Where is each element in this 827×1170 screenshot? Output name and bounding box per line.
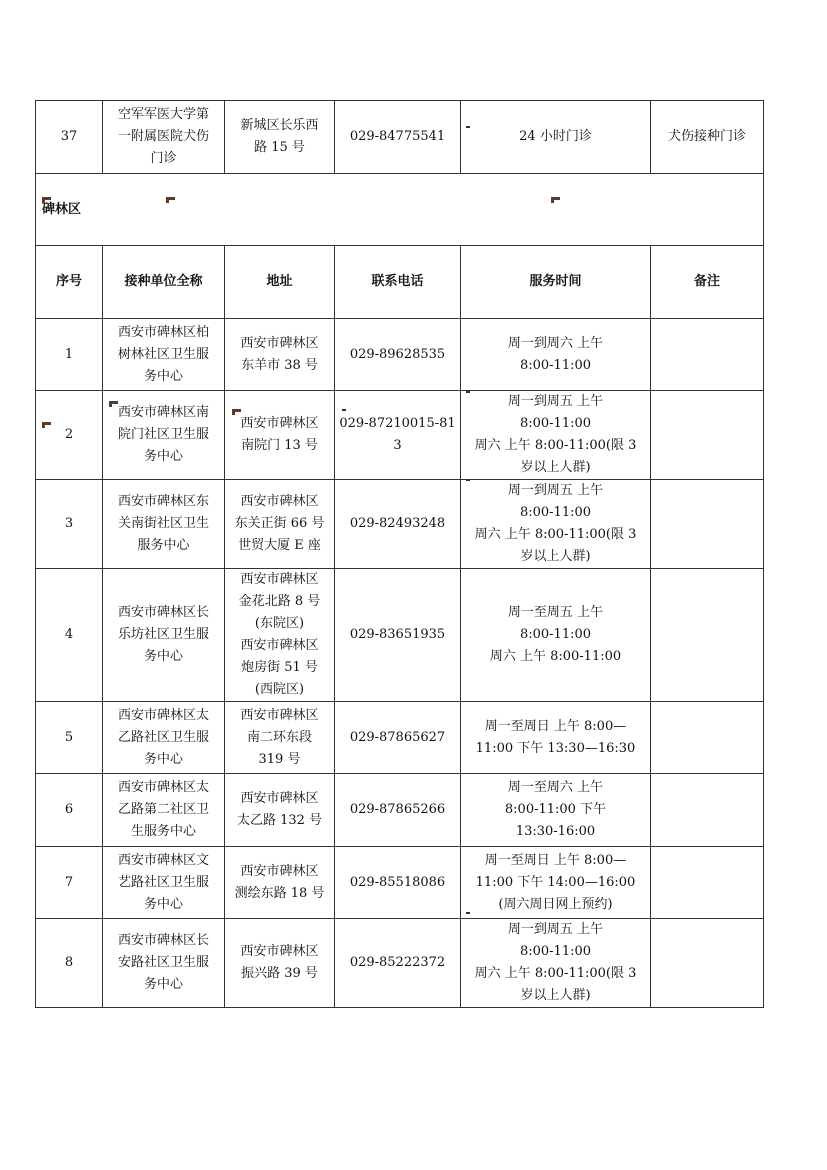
unit-name: 西安市碑林区长 安路社区卫生服 务中心 — [103, 919, 225, 1008]
annotation-mark — [232, 409, 241, 415]
note — [651, 774, 764, 847]
row-number: 8 — [36, 919, 103, 1008]
unit-name: 西安市碑林区太 乙路社区卫生服 务中心 — [103, 702, 225, 774]
note — [651, 319, 764, 391]
row-number: 3 — [36, 480, 103, 569]
unit-name: 西安市碑林区东 关南街社区卫生 服务中心 — [103, 480, 225, 569]
address: 西安市碑林区 东羊市 38 号 — [225, 319, 335, 391]
annotation-mark — [109, 401, 118, 407]
unit-name: 西安市碑林区柏 树林社区卫生服 务中心 — [103, 319, 225, 391]
district-heading — [36, 174, 764, 246]
annotation-tick — [466, 479, 470, 481]
unit-name: 西安市碑林区南 院门社区卫生服 务中心 — [103, 391, 225, 480]
table-header-row — [36, 246, 764, 319]
note — [651, 919, 764, 1008]
address: 西安市碑林区 太乙路 132 号 — [225, 774, 335, 847]
annotation-mark — [551, 197, 560, 203]
note — [651, 569, 764, 702]
annotation-tick — [466, 391, 470, 393]
phone-number: 029-89628535 — [335, 319, 461, 391]
phone-number: 029-85222372 — [335, 919, 461, 1008]
annotation-mark — [42, 422, 51, 428]
note — [651, 480, 764, 569]
table-row — [36, 391, 764, 480]
service-hours: 周一至周五 上午 8:00-11:00 周六 上午 8:00-11:00 — [461, 569, 651, 702]
address: 西安市碑林区 金花北路 8 号 (东院区) 西安市碑林区 炮房街 51 号 (西院区) — [225, 569, 335, 702]
service-hours: 周一到周五 上午 8:00-11:00 周六 上午 8:00-11:00(限 3 岁以上人群) — [461, 480, 651, 569]
table-row — [36, 319, 764, 391]
note — [651, 702, 764, 774]
note — [651, 847, 764, 919]
row-number: 4 — [36, 569, 103, 702]
header-unit: 接种单位全称 — [103, 246, 225, 319]
address: 新城区长乐西 路 15 号 — [225, 101, 335, 174]
row-number: 6 — [36, 774, 103, 847]
service-hours: 24 小时门诊 — [461, 101, 651, 174]
note: 犬伤接种门诊 — [651, 101, 764, 174]
row-number: 7 — [36, 847, 103, 919]
district-row — [36, 174, 764, 246]
address: 西安市碑林区 南二环东段 319 号 — [225, 702, 335, 774]
table-row — [36, 702, 764, 774]
header-address: 地址 — [225, 246, 335, 319]
phone-number: 029-85518086 — [335, 847, 461, 919]
address: 西安市碑林区 南院门 13 号 — [225, 391, 335, 480]
header-hours: 服务时间 — [461, 246, 651, 319]
phone-number: 029-82493248 — [335, 480, 461, 569]
header-note: 备注 — [651, 246, 764, 319]
service-hours: 周一至周六 上午 8:00-11:00 下午 13:30-16:00 — [461, 774, 651, 847]
phone-number: 029-87210015-81 3 — [335, 391, 461, 480]
unit-name: 西安市碑林区文 艺路社区卫生服 务中心 — [103, 847, 225, 919]
service-hours: 周一到周六 上午 8:00-11:00 — [461, 319, 651, 391]
table-row — [36, 480, 764, 569]
unit-name: 空军军医大学第 一附属医院犬伤 门诊 — [103, 101, 225, 174]
annotation-tick — [466, 126, 470, 128]
unit-name: 西安市碑林区太 乙路第二社区卫 生服务中心 — [103, 774, 225, 847]
annotation-mark — [166, 197, 175, 203]
phone-number: 029-87865266 — [335, 774, 461, 847]
table-row — [36, 569, 764, 702]
address: 西安市碑林区 测绘东路 18 号 — [225, 847, 335, 919]
row-number: 1 — [36, 319, 103, 391]
phone-number: 029-83651935 — [335, 569, 461, 702]
annotation-mark — [42, 197, 51, 203]
vaccination-table — [35, 100, 764, 1008]
annotation-tick — [342, 409, 346, 411]
service-hours: 周一至周日 上午 8:00— 11:00 下午 14:00—16:00 (周六周日网上预约) — [461, 847, 651, 919]
header-no: 序号 — [36, 246, 103, 319]
district-label: 碑林区 — [42, 202, 82, 217]
service-hours: 周一到周五 上午 8:00-11:00 周六 上午 8:00-11:00(限 3 岁以上人群) — [461, 919, 651, 1008]
header-phone: 联系电话 — [335, 246, 461, 319]
note — [651, 391, 764, 480]
phone-number: 029-84775541 — [335, 101, 461, 174]
table-row — [36, 774, 764, 847]
address: 西安市碑林区 振兴路 39 号 — [225, 919, 335, 1008]
service-hours: 周一到周五 上午 8:00-11:00 周六 上午 8:00-11:00(限 3 岁以上人群) — [461, 391, 651, 480]
row-number: 37 — [36, 101, 103, 174]
service-hours: 周一至周日 上午 8:00— 11:00 下午 13:30—16:30 — [461, 702, 651, 774]
address: 西安市碑林区 东关正街 66 号 世贸大厦 E 座 — [225, 480, 335, 569]
phone-number: 029-87865627 — [335, 702, 461, 774]
unit-name: 西安市碑林区长 乐坊社区卫生服 务中心 — [103, 569, 225, 702]
table-row — [36, 101, 764, 174]
row-number: 2 — [36, 391, 103, 480]
row-number: 5 — [36, 702, 103, 774]
annotation-tick — [466, 912, 470, 914]
table-row — [36, 847, 764, 919]
table-row — [36, 919, 764, 1008]
